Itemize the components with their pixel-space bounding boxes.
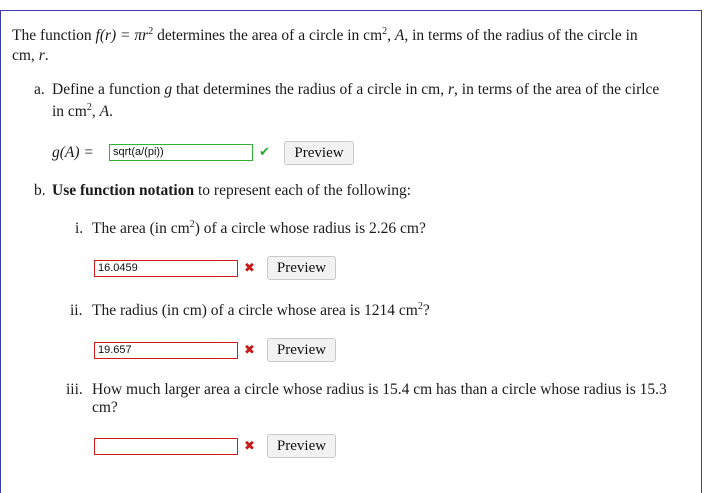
x-icon: ✖ <box>244 439 255 454</box>
preview-iii-button[interactable]: Preview <box>267 434 336 458</box>
intro-line-1: The function $f(r) = \pi r^2$ determines the area of a circle in $cm^2$, A, in terms of the radius of the circle in <box>12 26 638 44</box>
item-ii-label: ii. <box>70 302 83 319</box>
part-a-line-2: in $cm^2$, A. <box>52 102 113 120</box>
part-b-instruction: Use function notation to represent each of the following: <box>52 182 412 199</box>
part-b-label: b. <box>34 182 46 199</box>
preview-ii-button[interactable]: Preview <box>267 338 336 362</box>
item-ii-text: The radius (in cm) of a circle whose area is 1214 $cm^2$? <box>92 301 430 319</box>
answer-iii-input[interactable] <box>94 438 238 455</box>
preview-i-button[interactable]: Preview <box>267 256 336 280</box>
check-icon: ✔ <box>259 145 270 160</box>
item-i-text: The area (in $cm^2$) of a circle whose radius is 2.26 cm? <box>92 219 426 237</box>
x-icon: ✖ <box>244 343 255 358</box>
part-a-label: a. <box>34 81 45 98</box>
answer-a-label: g(A) = <box>52 144 94 161</box>
x-icon: ✖ <box>244 261 255 276</box>
answer-a-input[interactable]: sqrt(a/(pi)) <box>109 144 253 161</box>
item-i-label: i. <box>75 220 84 237</box>
item-iii-text-line-2: cm? <box>92 399 118 416</box>
answer-ii-input[interactable]: 19.657 <box>94 342 238 359</box>
preview-a-button[interactable]: Preview <box>284 141 354 165</box>
part-a-line-1: Define a function g that determines the radius of a circle in cm, r, in terms of the area of the cirlce <box>52 81 660 98</box>
item-iii-text-line-1: How much larger area a circle whose radius is 15.4 cm has than a circle whose radius is 15.3 <box>92 381 667 398</box>
answer-i-input[interactable]: 16.0459 <box>94 260 238 277</box>
item-iii-label: iii. <box>66 381 83 398</box>
intro-line-2: cm, r. <box>12 47 49 64</box>
